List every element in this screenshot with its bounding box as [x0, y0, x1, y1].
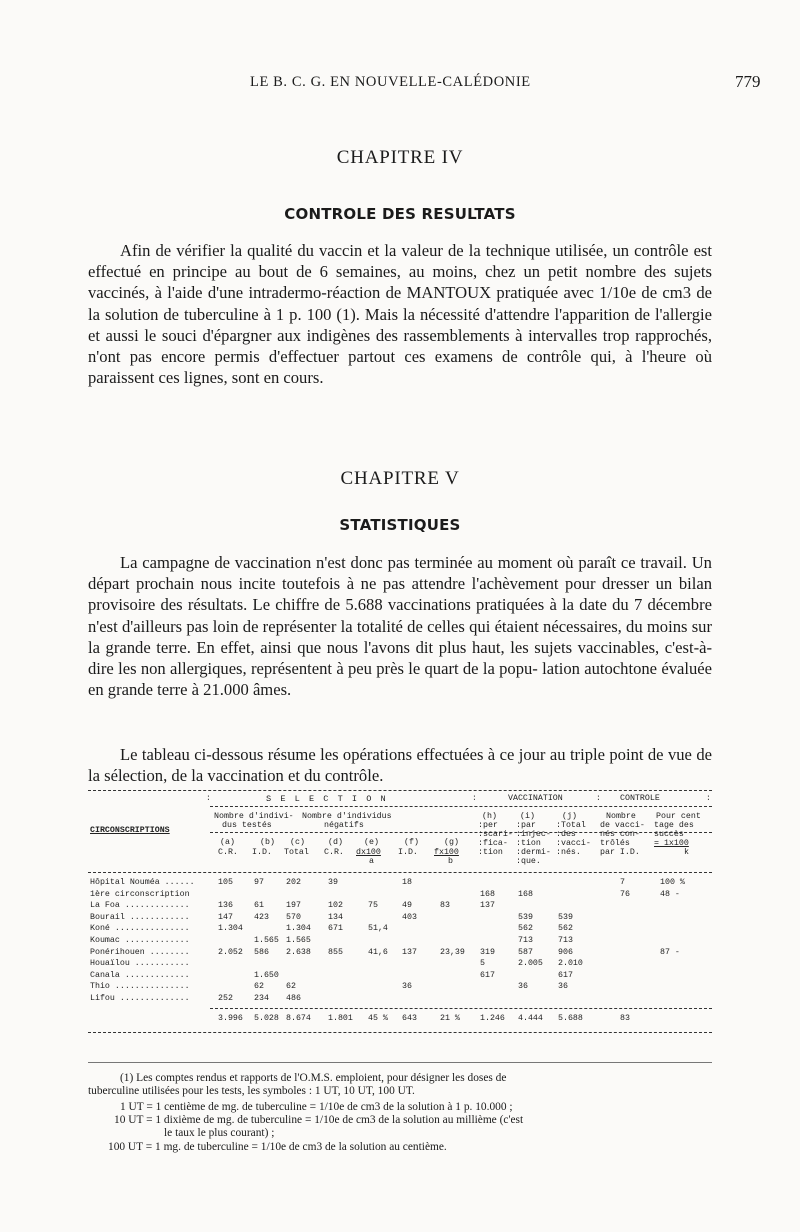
- table-cell-i: 617: [480, 970, 495, 980]
- col-code-c: (c): [290, 838, 305, 847]
- col-label-f: I.D.: [398, 848, 418, 857]
- col-denom-g: b: [448, 857, 453, 866]
- running-title: LE B. C. G. EN NOUVELLE-CALÉDONIE: [250, 74, 531, 90]
- table-cell-k: 713: [558, 936, 573, 945]
- table-cell-k: 906: [558, 947, 573, 957]
- table-cell-j: 562: [518, 924, 533, 934]
- col-code-d: (d): [328, 838, 343, 847]
- table-cell-b: 2.052: [218, 947, 243, 957]
- c5-p1-line-2: où paraît ce travail. Un départ prochain nous incite toutefois à ne: [88, 553, 712, 594]
- c4-line-1: Afin de vérifier la qualité du vaccin et la valeur de la technique: [120, 241, 551, 260]
- table-cell-f: 75: [368, 901, 378, 911]
- table-cell-k: 36: [558, 982, 568, 992]
- table-total-g: 643: [402, 1014, 417, 1023]
- col-code-b: (b): [260, 838, 275, 847]
- table-cell-i: 319: [480, 947, 495, 957]
- table-rule-group: [210, 806, 712, 807]
- table-cell-k: 562: [558, 924, 573, 934]
- table-cell-d: 62: [286, 982, 296, 992]
- chapter-5-section-title: STATISTIQUES: [339, 516, 461, 534]
- sub-header-tested-2: dus testés: [222, 821, 272, 830]
- table-cell-ctrl_n: 76: [620, 889, 630, 899]
- table-cell-e: 39: [328, 878, 338, 887]
- chapter-5-title: CHAPITRE V: [340, 468, 460, 489]
- row-header-circonscriptions: CIRCONSCRIPTIONS: [90, 826, 170, 835]
- table-cell-i: 137: [480, 901, 495, 911]
- table-cell-c: 1.650: [254, 970, 279, 980]
- c5-p1-line-7: ainsi que nous l'avons dit plus haut, les sujets vaccinables, c'est-à-: [260, 637, 712, 657]
- c4-line-4: intradermo-réaction de MANTOUX pratiquée avec 1/10e de cm3 de la: [88, 283, 712, 324]
- sub-header-ctrl-p-5: k: [684, 848, 689, 857]
- table-cell-c: 97: [254, 878, 264, 887]
- table-cell-k: 617: [558, 970, 573, 980]
- table-row-name: Koné ...............: [90, 924, 190, 934]
- col-label-a: C.R.: [218, 848, 238, 857]
- table-total-j: 4.444: [518, 1014, 543, 1023]
- sub-header-j-2: :Total: [556, 821, 586, 830]
- c4-line-9: paraissent ces lignes, sont en cours.: [88, 368, 324, 388]
- table-cell-h2: 23,39: [440, 947, 465, 957]
- table-cell-g: 49: [402, 901, 412, 911]
- table-colon-divider: :: [206, 794, 211, 803]
- sub-header-i-6: :que.: [516, 857, 541, 866]
- group-header-controle: CONTROLE: [620, 794, 660, 803]
- table-cell-k: 2.010: [558, 959, 583, 969]
- c5-p1-line-9: lation autochtone évaluée en grande terre à 21.000 âmes.: [88, 659, 712, 700]
- c4-line-7: rassemblements à intervalles trop rapprochés, n'ont pas encore: [88, 325, 713, 367]
- table-total-f: 45 %: [368, 1014, 388, 1023]
- table-cell-i: 168: [480, 889, 495, 899]
- footnote-2-line-1: 1 UT = 1 centième de mg. de tuberculine = 1/10e de cm3 de la solution à 1 p. 10.000 ;: [120, 1101, 513, 1113]
- c4-line-5: solution de tuberculine à 1 p. 100 (1). Mais la nécessité d'attendre: [104, 304, 550, 324]
- table-cell-e: 134: [328, 912, 343, 922]
- sub-header-ctrl-n-4: trôlés: [600, 839, 630, 848]
- table-cell-d: 486: [286, 994, 301, 1003]
- table-cell-c: 234: [254, 994, 269, 1003]
- sub-header-ctrl-p-3: succès: [654, 830, 684, 839]
- sub-header-tested-1: Nombre d'indivi-: [214, 812, 294, 821]
- page-number: 779: [735, 72, 761, 91]
- col-label-d: C.R.: [324, 848, 344, 857]
- col-code-g: (g): [444, 838, 459, 847]
- table-row-name: Lifou ..............: [90, 994, 190, 1003]
- table-cell-e: 671: [328, 924, 343, 934]
- sub-header-ctrl-n-1: Nombre: [606, 812, 636, 821]
- chapter-5-paragraph-2: [88, 744, 712, 786]
- table-cell-c: 423: [254, 912, 269, 922]
- table-total-c: 5.028: [254, 1014, 279, 1023]
- col-label-b: I.D.: [252, 848, 272, 857]
- table-row-name: Koumac .............: [90, 936, 190, 945]
- table-colon-divider: :: [706, 794, 711, 803]
- running-header: [0, 74, 800, 98]
- table-cell-g: 137: [402, 947, 417, 957]
- table-rule-header-bottom: [88, 872, 712, 873]
- table-cell-ctrl_n: 7: [620, 878, 625, 887]
- table-cell-d: 197: [286, 901, 301, 911]
- table-row-name: Houaïlou ...........: [90, 959, 190, 969]
- table-cell-h2: 83: [440, 901, 450, 911]
- table-total-d: 8.674: [286, 1014, 311, 1023]
- table-cell-d: 2.638: [286, 947, 311, 957]
- table-cell-d: 570: [286, 912, 301, 922]
- group-header-selection: S E L E C T I O N: [266, 794, 388, 804]
- sub-header-i-4: :tion: [516, 839, 541, 848]
- table-colon-divider: :: [472, 794, 477, 803]
- sub-header-i-3: :injec-: [516, 830, 551, 839]
- table-cell-d: 202: [286, 878, 301, 887]
- sub-header-ctrl-n-3: nés con-: [600, 830, 640, 839]
- group-header-vaccination: VACCINATION: [508, 794, 563, 803]
- table-cell-b: 105: [218, 878, 233, 887]
- sub-header-i-1: (i): [520, 812, 535, 821]
- col-code-f: (f): [404, 838, 419, 847]
- chapter-4-paragraph: [88, 240, 712, 388]
- col-label-c: Total: [284, 848, 309, 857]
- statistics-table: [88, 790, 712, 1045]
- table-row-name: Bourail ............: [90, 912, 190, 922]
- table-cell-b: 136: [218, 901, 233, 911]
- c5-p1-line-3: pas attendre l'achèvement pour dresser un bilan provisoire des: [88, 574, 712, 615]
- c5-p1-line-8: dire les non allergiques, représentent à peu près le quart de la popu-: [88, 659, 538, 679]
- table-cell-c: 62: [254, 982, 264, 992]
- table-cell-b: 1.304: [218, 924, 243, 934]
- sub-header-ctrl-p-2: tage des: [654, 821, 694, 830]
- table-cell-j: 36: [518, 982, 528, 992]
- table-total-b: 3.996: [218, 1014, 243, 1023]
- sub-header-ctrl-p-4: = 1x100: [654, 839, 689, 848]
- c5-p2-line-2: au triple point de vue de la sélection, de la vaccination et du contrôle.: [88, 745, 712, 786]
- sub-header-h-1: (h): [482, 812, 497, 821]
- sub-header-j-1: (j): [562, 812, 577, 821]
- table-cell-f: 41,6: [368, 947, 388, 957]
- c4-line-3: au moins, chez un petit nombre des sujets vaccinés, à l'aide d'une: [88, 262, 712, 303]
- table-row-name: 1ère circonscription: [90, 889, 190, 899]
- table-colon-divider: :: [596, 794, 601, 803]
- sub-header-h-3: :scari-: [478, 830, 513, 839]
- table-cell-d: 1.304: [286, 924, 311, 934]
- table-row-name: Canala .............: [90, 970, 190, 980]
- table-cell-i: 5: [480, 959, 485, 969]
- sub-header-ctrl-n-5: par I.D.: [600, 848, 640, 857]
- footnote-1-line-1: (1) Les comptes rendus et rapports de l'O.M.S. emploient, pour désigner les doses de: [120, 1072, 507, 1084]
- table-row-name: Thio ...............: [90, 982, 190, 992]
- table-cell-f: 51,4: [368, 924, 388, 934]
- table-cell-c: 61: [254, 901, 264, 911]
- chapter-5-paragraph-1: [88, 552, 712, 700]
- sub-header-negative-2: négatifs: [324, 821, 364, 830]
- sub-header-j-4: :vacci-: [556, 839, 591, 848]
- table-row-name: Ponérihouen ........: [90, 947, 190, 957]
- col-code-a: (a): [220, 838, 235, 847]
- table-total-k: 5.688: [558, 1014, 583, 1023]
- table-cell-e: 102: [328, 901, 343, 911]
- col-label-e: dx100: [356, 848, 381, 857]
- footnote-2-line-3: le taux le plus courant) ;: [164, 1127, 275, 1140]
- sub-header-ctrl-p-1: Pour cent: [656, 812, 701, 821]
- table-cell-c: 1.565: [254, 936, 279, 945]
- footnote-2-line-4: 100 UT = 1 mg. de tuberculine = 1/10e de cm3 de la solution au centième.: [108, 1140, 447, 1153]
- table-cell-ctrl_p: 100 %: [660, 878, 685, 887]
- sub-header-j-3: :des: [556, 830, 576, 839]
- table-row-name: Hôpital Nouméa ......: [90, 878, 195, 887]
- table-cell-j: 168: [518, 889, 533, 899]
- sub-header-j-5: :nés.: [556, 848, 581, 857]
- table-cell-g: 36: [402, 982, 412, 992]
- footnote-2-line-2: 10 UT = 1 dixième de mg. de tuberculine = 1/10e de cm3 de la solution au millième (c'est: [114, 1114, 524, 1127]
- table-total-i: 1.246: [480, 1014, 505, 1023]
- sub-header-i-2: :par: [516, 821, 536, 830]
- c5-p1-line-6: celles qui étaient nécessaires, du moins sur la grande terre. En effet,: [88, 616, 712, 657]
- sub-header-ctrl-n-2: de vacci-: [600, 821, 645, 830]
- table-cell-j: 587: [518, 947, 533, 957]
- table-cell-e: 855: [328, 947, 343, 957]
- footnote-separator: [88, 1062, 712, 1063]
- c5-p1-line-1: La campagne de vaccination n'est donc pas terminée au moment: [120, 553, 553, 572]
- sub-header-h-2: :per: [478, 821, 498, 830]
- footnote-1: [88, 1072, 712, 1098]
- c4-line-8: permis d'effectuer partout ces examens de contrôle qui, à l'heure où: [214, 347, 712, 367]
- table-cell-ctrl_p: 48 -: [660, 889, 680, 899]
- table-cell-ctrl_p: 87 -: [660, 947, 680, 957]
- table-rule-totals: [210, 1008, 712, 1009]
- col-denom-e: a: [369, 857, 374, 866]
- table-cell-b: 147: [218, 912, 233, 922]
- table-row-name: La Foa .............: [90, 901, 190, 911]
- table-cell-j: 713: [518, 936, 533, 945]
- table-total-e: 1.801: [328, 1014, 353, 1023]
- footnote-1-line-2: tuberculine utilisées pour les tests, les symboles : 1 UT, 10 UT, 100 UT.: [88, 1085, 415, 1098]
- table-total-ctrl_n: 83: [620, 1014, 630, 1023]
- table-cell-g: 18: [402, 878, 412, 887]
- table-cell-k: 539: [558, 912, 573, 922]
- table-cell-b: 252: [218, 994, 233, 1003]
- sub-header-h-4: :fica-: [478, 839, 508, 848]
- c4-line-6: l'apparition de l'allergie et aussi le souci d'épargner aux indigènes des: [88, 304, 712, 345]
- table-rule-bottom: [88, 1032, 712, 1033]
- table-cell-c: 586: [254, 947, 269, 957]
- chapter-4-section-title: CONTROLE DES RESULTATS: [284, 205, 516, 223]
- col-label-g: fx100: [434, 848, 459, 857]
- c4-line-2: utilisée, un contrôle est effectué en principe au bout de 6 semaines,: [88, 241, 713, 282]
- table-cell-g: 403: [402, 912, 417, 922]
- c5-p2-line-1: Le tableau ci-dessous résume les opérations effectuées à ce jour: [120, 745, 546, 764]
- c5-p1-line-5: 7 décembre n'est d'ailleurs pas loin de représenter la totalité de: [88, 595, 712, 636]
- chapter-4-title: CHAPITRE IV: [336, 147, 464, 168]
- sub-header-negative-1: Nombre d'individus: [302, 812, 392, 821]
- col-code-e: (e): [364, 838, 379, 847]
- table-total-h2: 21 %: [440, 1014, 460, 1023]
- sub-header-i-5: :dermi-: [516, 848, 551, 857]
- table-rule-top: [88, 790, 712, 791]
- sub-header-h-5: :tion: [478, 848, 503, 857]
- c5-p1-line-4: résultats. Le chiffre de 5.688 vaccinations pratiquées à la date du: [187, 595, 629, 615]
- table-cell-j: 2.005: [518, 959, 543, 969]
- footnote-2: [88, 1101, 712, 1154]
- table-cell-d: 1.565: [286, 936, 311, 945]
- table-cell-j: 539: [518, 912, 533, 922]
